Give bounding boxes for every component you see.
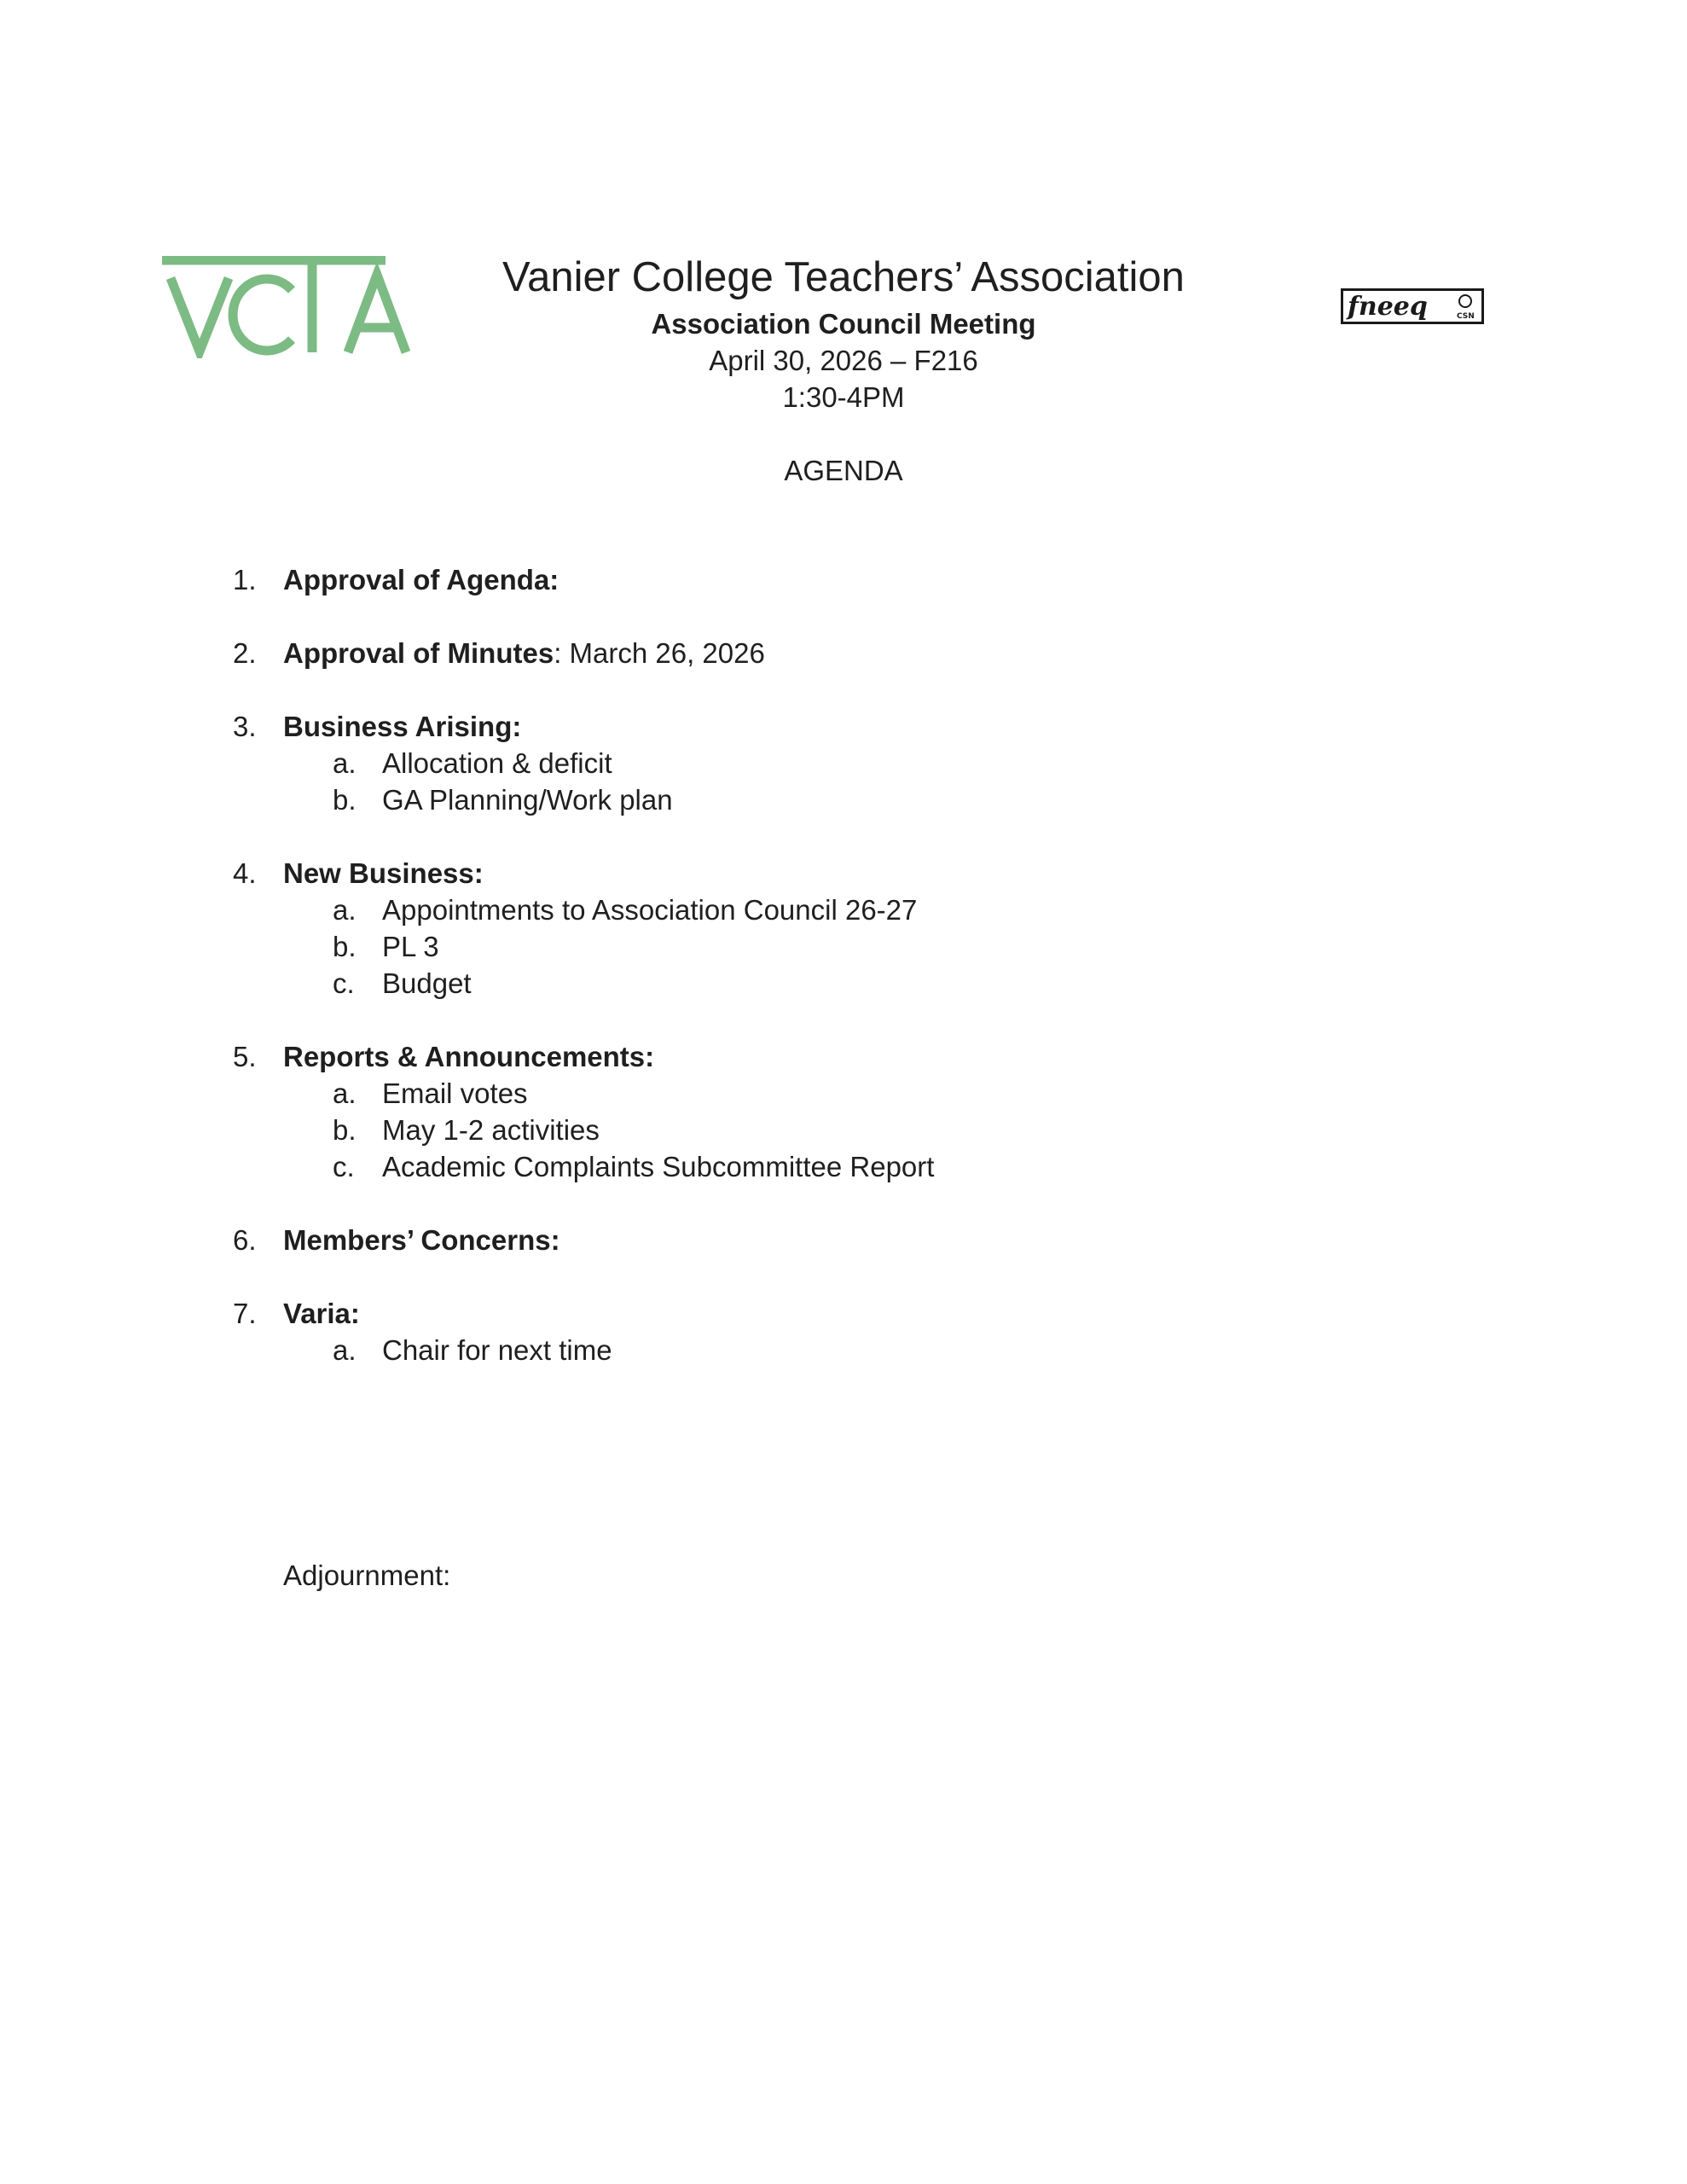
agenda-item <box>0 1038 1687 1185</box>
svg-text:CSN: CSN <box>1457 312 1475 321</box>
subitem-text: PL 3 <box>382 931 439 962</box>
agenda-item-number: 3. <box>233 711 257 742</box>
agenda-subitem <box>0 1148 1687 1185</box>
subitem-text: GA Planning/Work plan <box>382 784 673 816</box>
agenda-item <box>0 635 1687 671</box>
subitem-letter: b. <box>333 1114 357 1146</box>
subitem-letter: c. <box>333 967 355 999</box>
agenda-item <box>0 1295 1687 1368</box>
agenda-item <box>0 1222 1687 1258</box>
agenda-item-title: Approval of Minutes <box>283 637 554 669</box>
subitem-letter: c. <box>333 1151 355 1182</box>
agenda-item-detail: : March 26, 2026 <box>554 637 765 669</box>
agenda-item-title: New Business: <box>283 857 484 889</box>
meeting-time: 1:30-4PM <box>782 381 905 413</box>
agenda-item-number: 7. <box>233 1298 257 1329</box>
subitem-letter: b. <box>333 931 357 962</box>
subitem-text: Budget <box>382 967 472 999</box>
agenda-heading: AGENDA <box>784 455 903 486</box>
subitem-letter: b. <box>333 784 357 816</box>
agenda-item-number: 5. <box>233 1041 257 1072</box>
subitem-text: Allocation & deficit <box>382 747 612 779</box>
meeting-date-location: April 30, 2026 – F216 <box>709 345 978 376</box>
agenda-item-title: Business Arising: <box>283 711 522 742</box>
agenda-item <box>0 708 1687 818</box>
agenda-item <box>0 561 1687 598</box>
agenda-subitem <box>0 745 1687 781</box>
subitem-text: May 1-2 activities <box>382 1114 600 1146</box>
agenda-subitem <box>0 965 1687 1002</box>
agenda-subitem <box>0 928 1687 965</box>
agenda-item-number: 6. <box>233 1224 257 1256</box>
agenda-item-number: 1. <box>233 564 257 595</box>
svg-text:fneeq: fneeq <box>1348 292 1428 322</box>
organization-title: Vanier College Teachers’ Association <box>502 254 1185 300</box>
agenda-subitem <box>0 1075 1687 1112</box>
subitem-text: Academic Complaints Subcommittee Report <box>382 1151 935 1182</box>
agenda-subitem <box>0 892 1687 928</box>
subitem-text: Email votes <box>382 1077 528 1109</box>
subitem-letter: a. <box>333 747 357 779</box>
subitem-letter: a. <box>333 894 357 926</box>
agenda-subitem <box>0 1112 1687 1148</box>
agenda-item <box>0 855 1687 1002</box>
agenda-item-title: Members’ Concerns: <box>283 1224 560 1256</box>
meeting-title: Association Council Meeting <box>651 308 1036 340</box>
subitem-text: Appointments to Association Council 26-27 <box>382 894 918 926</box>
subitem-text: Chair for next time <box>382 1334 612 1366</box>
agenda-item-title: Varia: <box>283 1298 360 1329</box>
agenda-subitem <box>0 781 1687 818</box>
subitem-letter: a. <box>333 1334 357 1366</box>
agenda-item-number: 4. <box>233 857 257 889</box>
agenda-item-title: Reports & Announcements: <box>283 1041 655 1072</box>
adjournment-label: Adjournment: <box>283 1560 451 1591</box>
agenda-item-title: Approval of Agenda: <box>283 564 559 595</box>
agenda-item-number: 2. <box>233 637 257 669</box>
subitem-letter: a. <box>333 1077 357 1109</box>
document-header <box>0 249 1687 489</box>
agenda-subitem <box>0 1332 1687 1368</box>
agenda-list <box>0 561 1687 1405</box>
